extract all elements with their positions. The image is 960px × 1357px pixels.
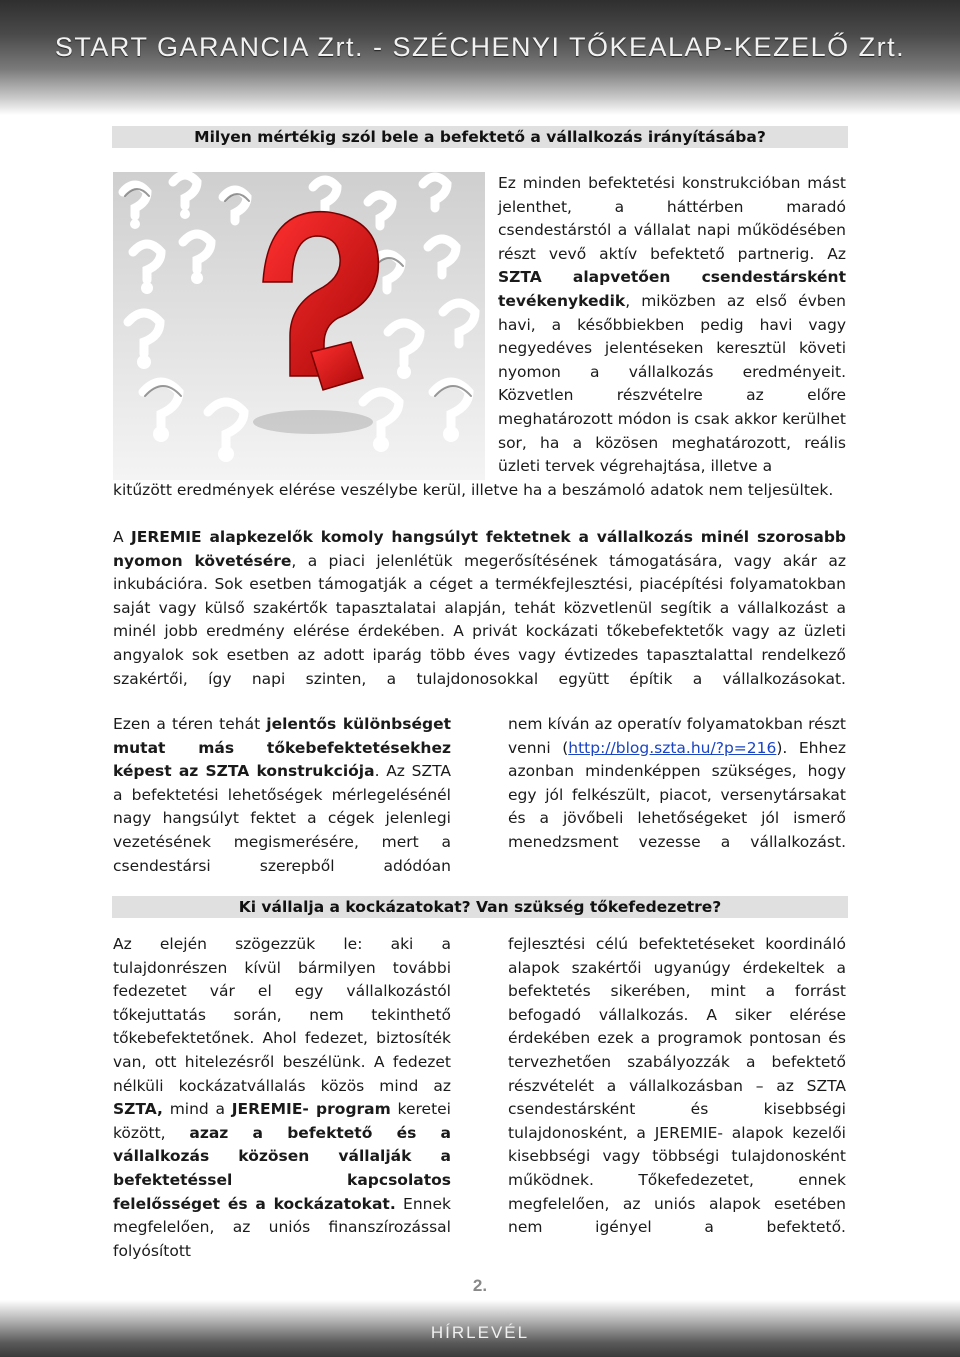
s2-left-text-c: mind a (162, 1100, 232, 1119)
section-title: Ki vállalja a kockázatokat? Van szükség tőkefedezetre? (238, 898, 722, 916)
section2-right-column: fejlesztési célú befektetéseket koordináló alapok szakértői ugyanúgy érdekeltek a befektetés sikerében, mint a forrást befogadó vállalkozás. A siker elérése érdekében ezek a programok pontosan és tervezhetően szabályozzák a befektető részvételét a vállalkozásban – az SZTA csendestársként és kisebbségi tulajdonosként, a JEREMIE- alapok kezelői kisebbségi vagy többségi tulajdonosként működnek. Tőkefedezetet, ennek megfelelően, az uniós alapok esetében nem igényel a befektető. (508, 935, 846, 1237)
s2-left-jeremie-bold: JEREMIE- program (231, 1100, 391, 1119)
intro-text-c: , miközben az első évben havi, a későbbiekben pedig havi vagy negyedéves jelentéseken keresztül követi nyomon a vállalkozás eredményeit. Közvetlen részvételre az előre meghatározott módon is csak akkor kerülhet sor, ha a közösen meghatározott, reális üzleti tervek végrehajtása, illetve a (498, 291, 846, 476)
section1-left-column (113, 713, 451, 878)
footer-title: HÍRLEVÉL (430, 1323, 530, 1342)
jeremie-text-c: , a piaci jelenlétük megerősítésének támogatására, vagy akár az inkubációra. Sok esetben támogatják a céget a termékfejlesztési, piacépítési folyamatokban saját vagy külső szakértők tapasztalatai alapján, tehát közvetlenül segítik a vállalkozást a minél jobb eredmény elérése érdekében. A privát kockázati tőkebefektetők vagy az üzleti angyalok sok esetben az adott iparág több éves vagy évtizedes tapasztalattal rendelkező szakértői, így napi szinten, a tulajdonosokkal együtt építik a vállalkozásokat. (113, 551, 846, 688)
jeremie-text-a: A (113, 528, 131, 546)
section1-intro-tail: kitűzött eredmények elérése veszélybe kerül, illetve ha a beszámoló adatok nem teljesültek. (113, 481, 834, 499)
section1-intro-paragraph (498, 172, 846, 479)
left-text-bold: jelentős különbséget mutat más tőkebefektetésekhez képest az SZTA konstrukciója (113, 715, 452, 781)
jeremie-text-bold: JEREMIE alapkezelők komoly hangsúlyt fektetnek a vállalkozás minél szorosabb nyomon követésére (113, 528, 847, 570)
question-marks-illustration (113, 172, 485, 480)
right-text-b: ). Ehhez azonban mindenképpen szükséges, hogy egy jól felkészült, piacot, versenytársakat és a jövőbeli lehetőségeket jól ismerő menedzsment vezesse a vállalkozást. (508, 738, 847, 851)
header-title: START GARANCIA Zrt. - SZÉCHENYI TŐKEALAP-KEZELŐ Zrt. (54, 32, 906, 62)
page-number: 2. (472, 1276, 488, 1295)
section1-right-column (508, 713, 846, 855)
s2-left-sz ta-bold: SZTA, (113, 1100, 163, 1119)
s2-left-text-g: Ennek megfelelően, az uniós finanszírozással folyósított (113, 1194, 451, 1260)
s2-left-text-e: keretei között, (113, 1100, 451, 1142)
s2-left-text-a: Az elején szögezzük le: aki a tulajdonrészen kívül bármilyen további fedezetet vár el egy vállalkozástól tőkejuttatás során, nem tekinthető tőkebefektetőnek. Ahol fedezet, biztosíték van, ott hitelezésről beszélünk. A fedezet nélküli kockázatvállalás közös mind az (113, 935, 451, 1095)
section-title: Milyen mértékig szól bele a befektető a vállalkozás irányításába? (194, 128, 766, 146)
left-text-a: Ezen a téren tehát (113, 715, 267, 733)
blog-link[interactable]: http://blog.szta.hu/?p=216 (568, 738, 777, 757)
right-text-a: nem kíván az operatív folyamatokban részt venni ( (508, 715, 846, 757)
intro-text-bold: SZTA alapvetően csendestársként tevékenykedik (498, 268, 846, 310)
intro-text-a: Ez minden befektetési konstrukcióban mást jelenthet, a háttérben maradó csendestárstól a vállalat napi működésében részt vevő aktív befektető partnerig. Az (498, 174, 846, 263)
section2-left-column (113, 933, 451, 1263)
section1-jeremie-paragraph (113, 526, 846, 691)
s2-left-risk-bold: azaz a befektető és a vállalkozás közösen vállalják a befektetéssel kapcsolatos felelősséget és a kockázatokat. (113, 1123, 451, 1213)
left-text-c: . Az SZTA a befektetési lehetőségek mérlegelésénél nagy hangsúlyt fektet a cégek jelenlegi vezetésének megismerésére, mert a csendestársi szerepből adódóan (113, 762, 451, 875)
